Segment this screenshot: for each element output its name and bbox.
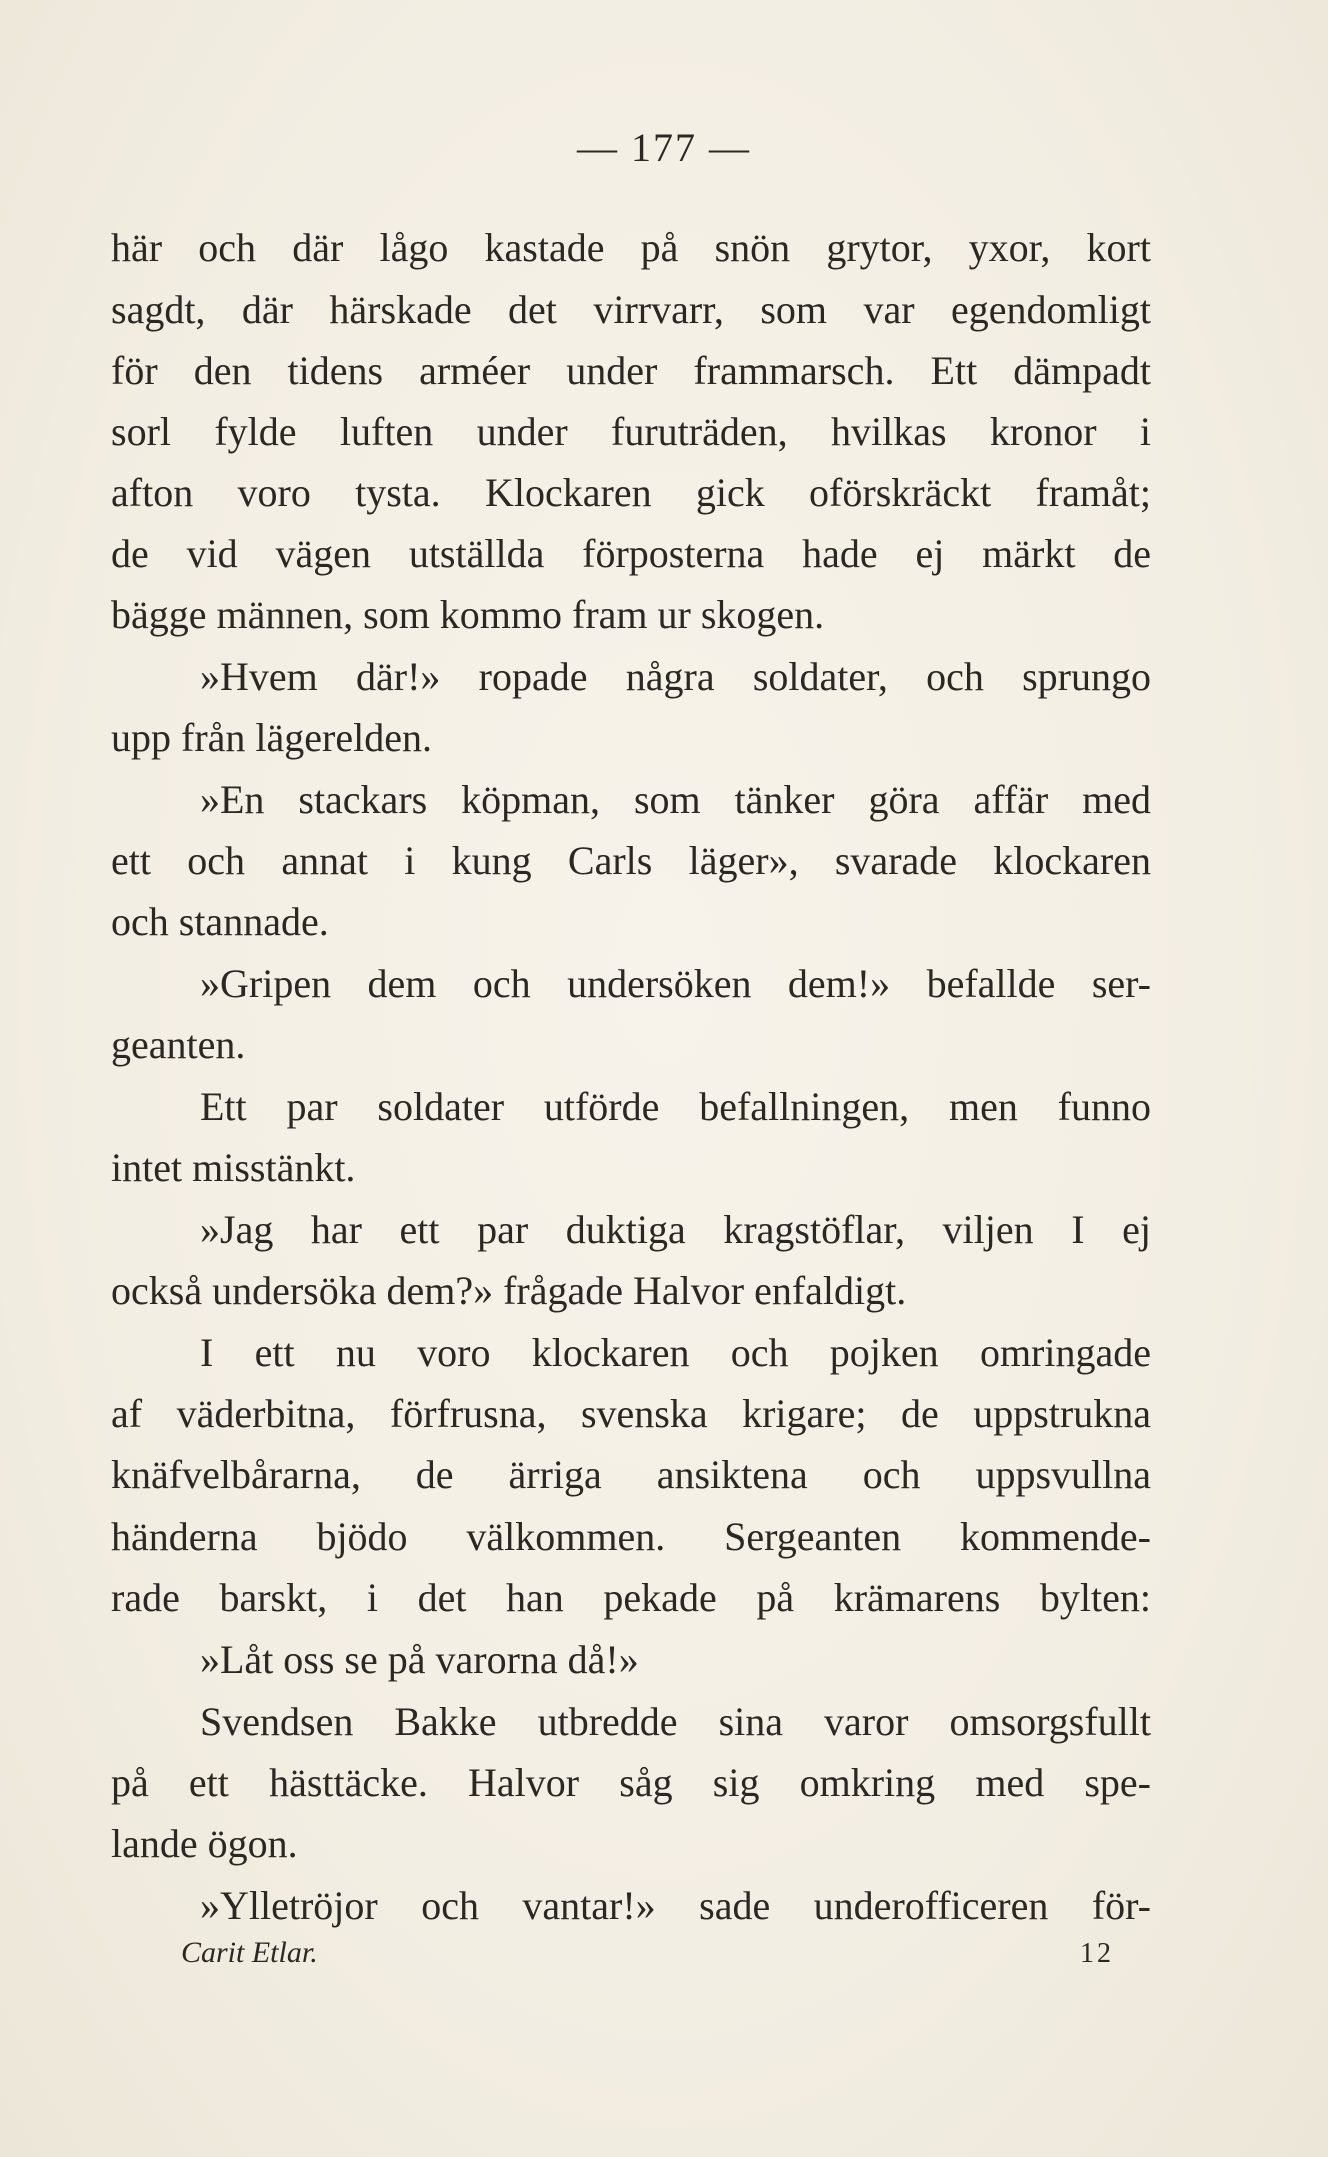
text-line: geanten.	[111, 1022, 246, 1067]
text-line: »Gripen dem och undersöken dem!» befallde ser-	[200, 961, 1151, 1006]
text-line: upp från lägerelden.	[111, 715, 432, 760]
text-line: händerna bjödo välkommen. Sergeanten kommende-	[111, 1514, 1151, 1559]
text-line: på ett hästtäcke. Halvor såg sig omkring med spe-	[111, 1760, 1151, 1805]
text-line: intet misstänkt.	[111, 1145, 356, 1190]
text-line: af väderbitna, förfrusna, svenska krigare; de uppstrukna	[111, 1391, 1151, 1436]
text-line: Ett par soldater utförde befallningen, men funno	[200, 1084, 1151, 1129]
text-line: rade barskt, i det han pekade på krämarens bylten:	[111, 1575, 1151, 1620]
text-line: »En stackars köpman, som tänker göra affär med	[200, 777, 1151, 822]
text-line: bägge männen, som kommo fram ur skogen.	[111, 592, 825, 637]
text-line: »Hvem där!» ropade några soldater, och sprungo	[200, 654, 1151, 699]
text-line: här och där lågo kastade på snön grytor, yxor, kort	[111, 225, 1151, 270]
text-line: lande ögon.	[111, 1821, 298, 1866]
text-line: I ett nu voro klockaren och pojken omringade	[200, 1330, 1151, 1375]
text-line: sorl fylde luften under furuträden, hvilkas kronor i	[111, 409, 1151, 454]
text-line: afton voro tysta. Klockaren gick oförskräckt framåt;	[111, 470, 1151, 515]
footer-signature-number: 12	[1080, 1938, 1114, 1969]
text-line: ett och annat i kung Carls läger», svarade klockaren	[111, 838, 1151, 883]
text-line: Svendsen Bakke utbredde sina varor omsorgsfullt	[200, 1699, 1151, 1744]
text-line: »Ylletröjor och vantar!» sade underofficeren för-	[200, 1883, 1151, 1928]
footer-signature: Carit Etlar.	[181, 1936, 318, 1969]
text-line: de vid vägen utställda förposterna hade ej märkt de	[111, 531, 1151, 576]
text-line: och stannade.	[111, 899, 329, 944]
text-line: »Jag har ett par duktiga kragstöflar, viljen I ej	[200, 1207, 1151, 1252]
page-number: — 177 —	[577, 125, 751, 170]
text-line: också undersöka dem?» frågade Halvor enfaldigt.	[111, 1268, 907, 1313]
text-line: knäfvelbårarna, de ärriga ansiktena och uppsvullna	[111, 1452, 1151, 1497]
text-line: sagdt, där härskade det virrvarr, som var egendomligt	[111, 287, 1151, 332]
text-line: för den tidens arméer under frammarsch. Ett dämpadt	[111, 348, 1151, 393]
text-line: »Låt oss se på varorna då!»	[200, 1637, 639, 1682]
